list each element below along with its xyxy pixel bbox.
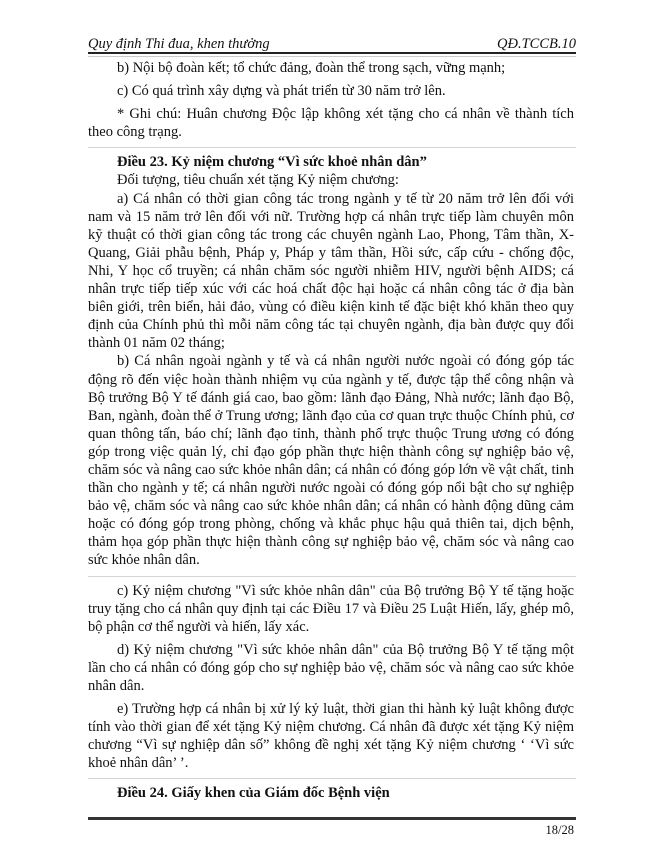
- header-rule-faint: [88, 56, 576, 57]
- article-24-heading: Điều 24. Giấy khen của Giám đốc Bệnh viện: [117, 785, 390, 802]
- header-rule: [88, 52, 576, 54]
- clause-b-top: b) Nội bộ đoàn kết; tổ chức đảng, đoàn thể trong sạch, vững mạnh;: [117, 60, 506, 76]
- article-23: [88, 153, 574, 569]
- article-23-b: b) Cá nhân ngoài ngành y tế và cá nhân người nước ngoài có đóng góp tác động rõ đến việc hoàn thành nhiệm vụ của ngành y tế, được tập thể công nhận và Bộ trưởng Bộ Y tế đánh giá cao, bao gồm: lãnh đạo Đảng, Nhà nước; lãnh đạo Bộ, Ban, ngành, đoàn thể ở Trung ương; lãnh đạo của cơ quan trực thuộc Chính phủ, cơ quan thông tấn, báo chí; lãnh đạo tỉnh, thành phố trực thuộc Trung ương có đóng góp trong việc quản lý, chỉ đạo góp phần thực hiện thành công sự nghiệp bảo vệ, chăm sóc và nâng cao sức khỏe nhân dân; cá nhân có đóng góp lớn về vật chất, tinh thần cho ngành y tế; cá nhân người nước ngoài có đóng góp nổi bật cho sự nghiệp bảo vệ, chăm sóc và nâng cao sức khỏe nhân dân; cá nhân có hành động dũng cảm hoặc có đóng góp trong phòng, chống và khắc phục hậu quả thiên tai, dịch bệnh, thảm họa góp phần thực hiện thành công sự nghiệp bảo vệ, chăm sóc và nâng cao sức khỏe nhân dân.: [88, 353, 574, 569]
- article-23-intro: Đối tượng, tiêu chuẩn xét tặng Kỷ niệm chương:: [117, 172, 399, 189]
- article-23-c: c) Kỷ niệm chương "Vì sức khỏe nhân dân" của Bộ trưởng Bộ Y tế tặng hoặc truy tặng cho cá nhân quy định tại các Điều 17 và Điều 25 Luật Hiến, lấy, ghép mô, bộ phận cơ thể người và hiến, lấy xác.: [88, 582, 574, 635]
- article-23-heading: Điều 23. Kỷ niệm chương “Vì sức khoẻ nhân dân”: [117, 154, 427, 171]
- article-23-e: e) Trường hợp cá nhân bị xử lý kỷ luật, thời gian thi hành kỷ luật không được tính vào thời gian để xét tặng Kỷ niệm chương. Cá nhân đã được xét tặng Kỷ niệm chương “Vì sự nghiệp dân số” không đề nghị xét tặng Kỷ niệm chương ‘ ‘Vì sức khoẻ nhân dân’ ’.: [88, 701, 574, 772]
- page-header: [88, 36, 576, 52]
- note: * Ghi chú: Huân chương Độc lập không xét tặng cho cá nhân về thành tích theo công trạng.: [88, 106, 574, 141]
- footer-rule: [88, 817, 576, 820]
- clause-c-top: c) Có quá trình xây dựng và phát triển từ 30 năm trở lên.: [117, 83, 446, 100]
- article-23-a: a) Cá nhân có thời gian công tác trong ngành y tế từ 20 năm trở lên đối với nam và 15 năm trở lên đối với nữ. Trường hợp cá nhân trực tiếp làm chuyên môn kỹ thuật có thời gian công tác trong các chuyên ngành Lao, Phong, Tâm thần, X-Quang, Giải phẫu bệnh, Pháp y, Pháp y tâm thần, Hồi sức, cấp cứu - chống độc, Nhi, Y học cổ truyền; cá nhân chăm sóc người nhiễm HIV, người bệnh AIDS; cá nhân trực tiếp tiếp xúc với các hoá chất độc hại hoặc cá nhân công tác ở địa bàn biên giới, trên biển, hải đảo, vùng có điều kiện kinh tế đặc biệt khó khăn theo quy định của Chính phủ thì mỗi năm công tác tại chuyên ngành, địa bàn được quy đổi thành 01 năm 02 tháng;: [88, 190, 574, 352]
- page-number: 18/28: [545, 822, 574, 837]
- header-doc-code: QĐ.TCCB.10: [497, 36, 576, 52]
- separator: [88, 576, 576, 577]
- separator: [88, 147, 576, 148]
- separator: [88, 778, 576, 779]
- article-23-d: d) Kỷ niệm chương "Vì sức khỏe nhân dân" của Bộ trưởng Bộ Y tế tặng một lần cho cá nhân có đóng góp cho sự nghiệp bảo vệ, chăm sóc và nâng cao sức khỏe nhân dân.: [88, 641, 574, 694]
- header-title: Quy định Thi đua, khen thưởng: [88, 36, 270, 52]
